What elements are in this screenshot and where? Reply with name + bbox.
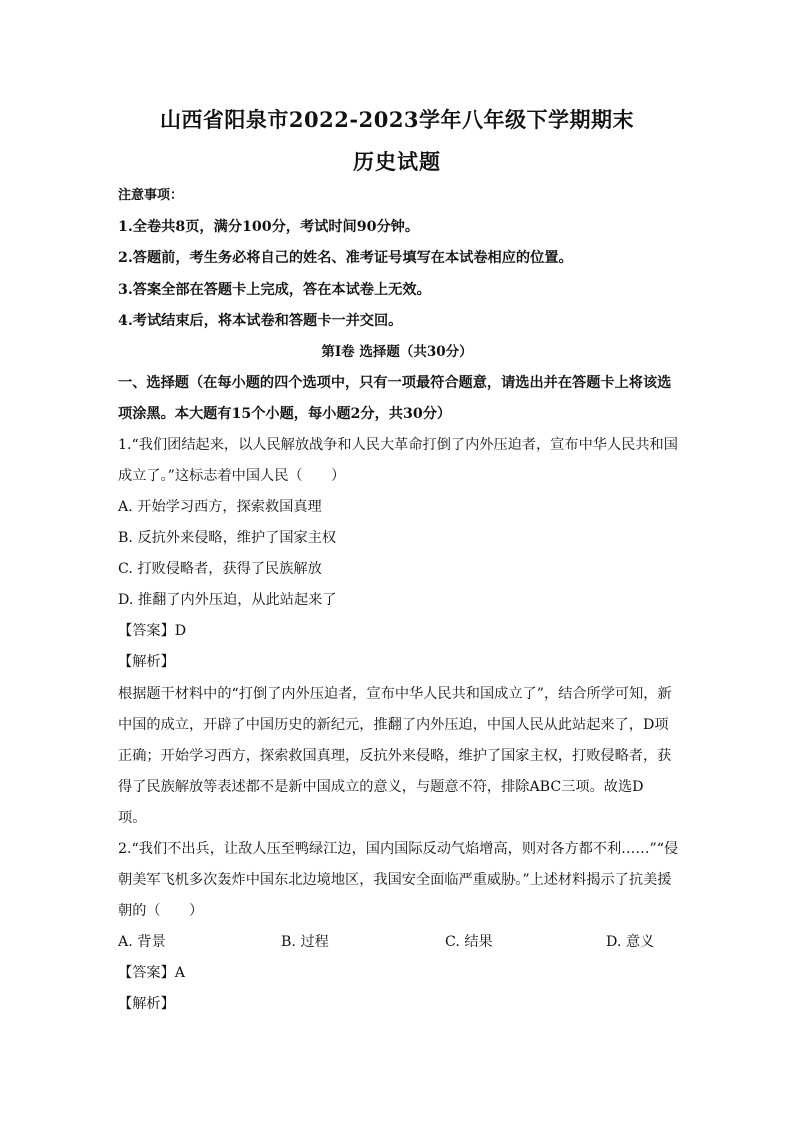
question-1-option-b: B. 反抗外来侵略，维护了国家主权 <box>118 530 337 546</box>
question-1-option-a: A. 开始学习西方，探索救国真理 <box>118 499 322 515</box>
question-2-option-c: C. 结果 <box>445 934 493 950</box>
question-2-stem: 2.“我们不出兵，让敌人压至鸭绿江边，国内国际反动气焰增高，则对各方都不利……”“侵 <box>118 841 679 857</box>
question-1-option-d: D. 推翻了内外压迫，从此站起来了 <box>118 592 337 608</box>
question-2-analysis-label: 【解析】 <box>118 996 175 1012</box>
question-1-analysis-line: 根据题干材料中的“打倒了内外压迫者，宣布中华人民共和国成立了”，结合所学可知，新 <box>118 686 672 702</box>
question-1-answer: 【答案】D <box>118 623 187 639</box>
question-1-stem: 成立了。”这标志着中国人民（ ） <box>118 468 346 484</box>
question-2-option-a: A. 背景 <box>118 934 166 950</box>
exam-subject-title: 历史试题 <box>353 149 441 174</box>
notice-item: 1.全卷共8页，满分100分，考试时间90分钟。 <box>118 219 420 235</box>
question-2-stem: 朝美军飞机多次轰炸中国东北边境地区，我国安全面临严重威胁。”上述材料揭示了抗美援 <box>118 872 672 888</box>
question-2-stem: 朝的（ ） <box>118 903 204 919</box>
notice-item: 3.答案全部在答题卡上完成，答在本试卷上无效。 <box>118 282 431 298</box>
question-2-option-b: B. 过程 <box>281 934 329 950</box>
question-1-analysis-line: 正确；开始学习西方，探索救国真理，反抗外来侵略，维护了国家主权，打败侵略者，获 <box>118 748 672 764</box>
section-heading: 第Ⅰ卷 选择题（共30分） <box>321 344 473 360</box>
notice-item: 2.答题前，考生务必将自己的姓名、准考证号填写在本试卷相应的位置。 <box>118 250 573 266</box>
question-2-answer: 【答案】A <box>118 965 185 981</box>
part-instruction-line: 项涂黑。本大题有15个小题，每小题2分，共30分） <box>118 406 452 422</box>
notice-item: 4.考试结束后，将本试卷和答题卡一并交回。 <box>118 313 403 329</box>
exam-title: 山西省阳泉市2022-2023学年八年级下学期期末 <box>159 107 635 132</box>
question-1-analysis-line: 得了民族解放等表述都不是新中国成立的意义，与题意不符，排除ABC三项。故选D <box>118 779 644 795</box>
question-2-option-d: D. 意义 <box>606 934 655 950</box>
question-1-analysis-label: 【解析】 <box>118 654 175 670</box>
question-1-stem: 1.“我们团结起来，以人民解放战争和人民大革命打倒了内外压迫者，宣布中华人民共和国 <box>118 437 678 453</box>
question-1-analysis-line: 项。 <box>118 810 147 826</box>
notice-heading: 注意事项： <box>118 188 184 203</box>
question-1-analysis-line: 中国的成立，开辟了中国历史的新纪元，推翻了内外压迫，中国人民从此站起来了，D项 <box>118 717 669 733</box>
question-1-option-c: C. 打败侵略者，获得了民族解放 <box>118 561 322 577</box>
part-instruction-line: 一、选择题（在每小题的四个选项中，只有一项最符合题意，请选出并在答题卡上将该选 <box>118 375 672 391</box>
